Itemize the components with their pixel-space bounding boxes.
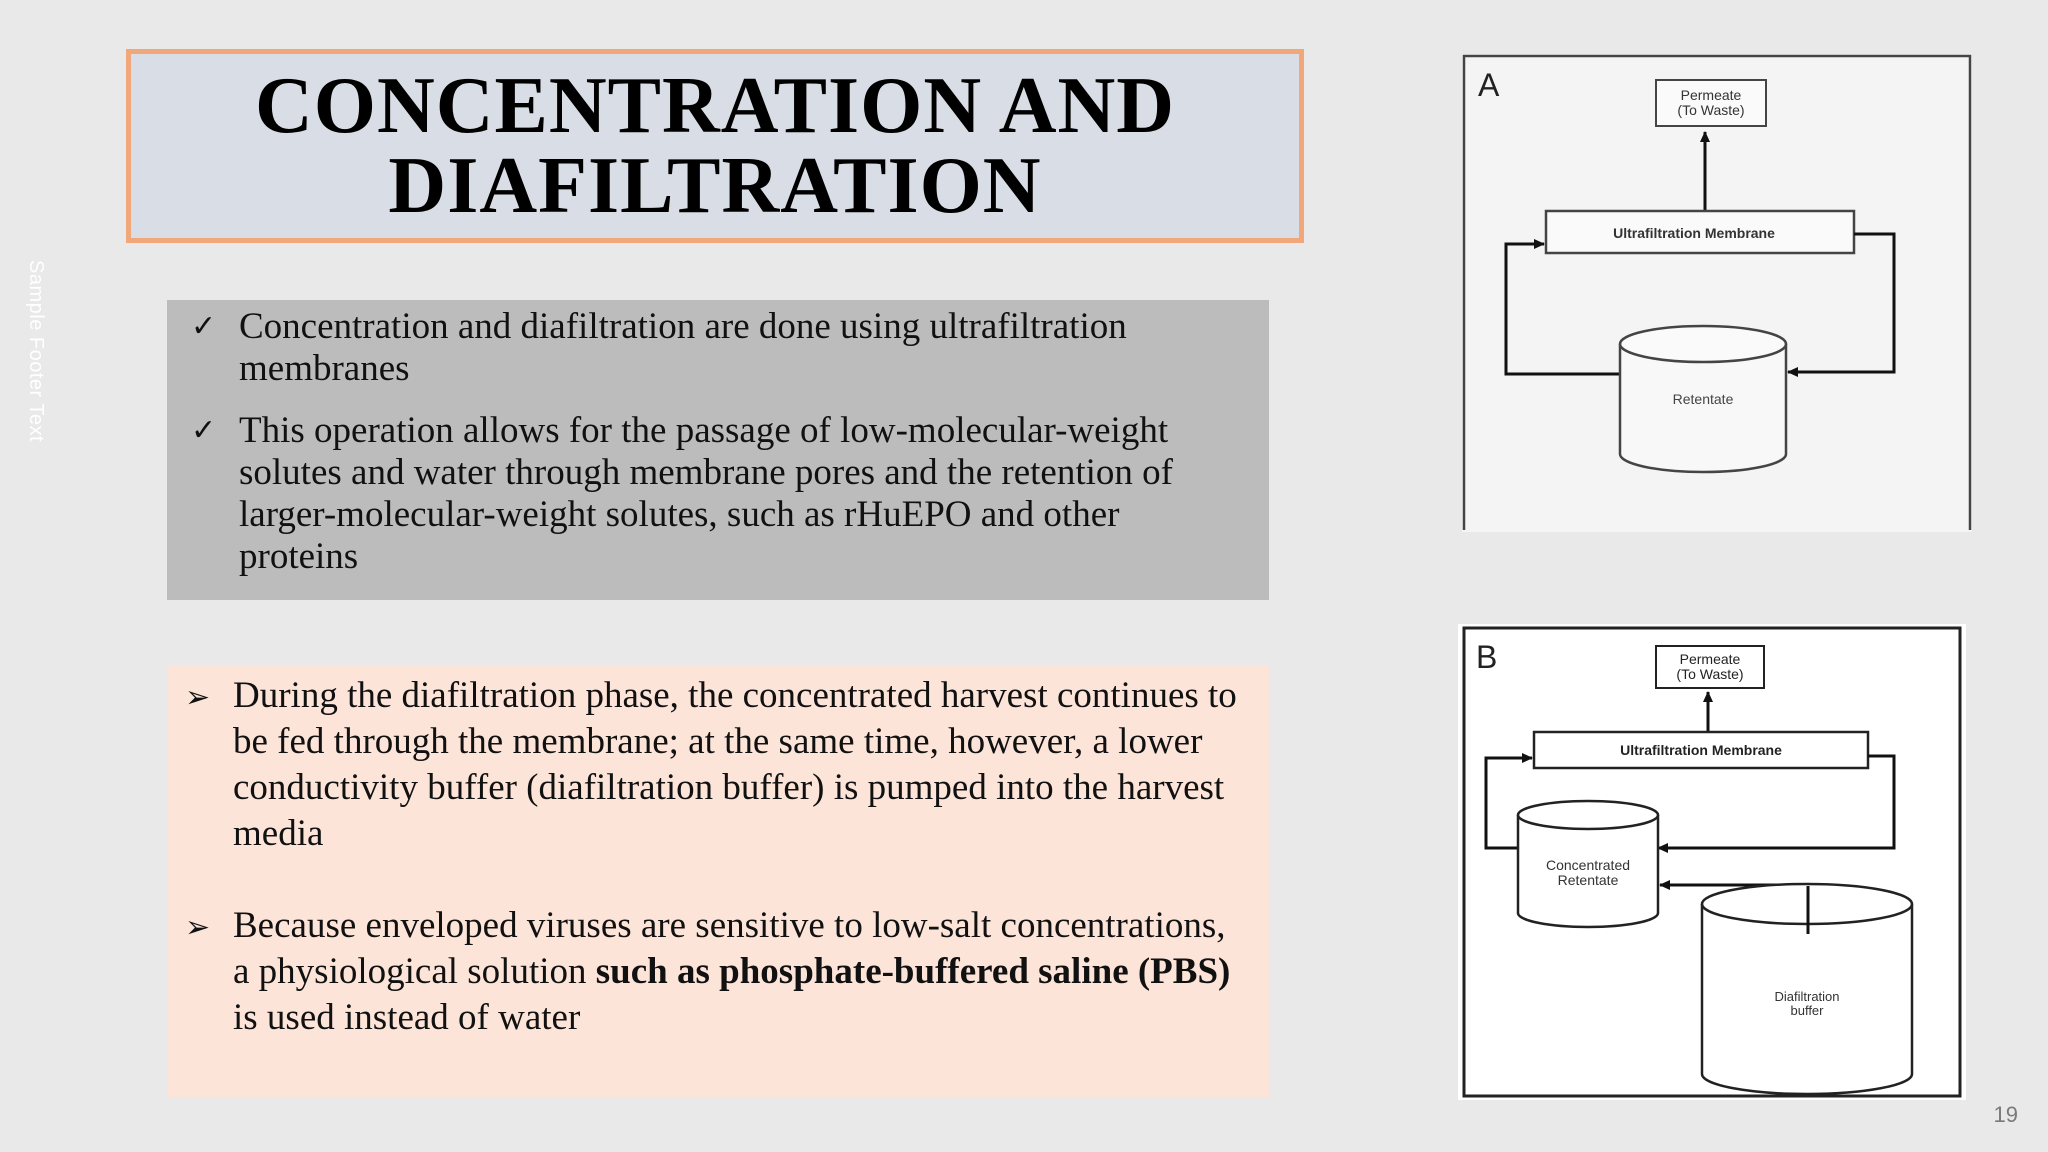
title-box <box>126 49 1304 243</box>
return-arrow <box>1506 244 1620 374</box>
membrane-label: Ultrafiltration Membrane <box>1613 225 1775 241</box>
permeate-label: Permeate <box>1679 651 1741 667</box>
arrow-bullet-icon: ➢ <box>185 910 211 945</box>
arrow-bullet-icon: ➢ <box>185 680 211 715</box>
summary-box <box>167 300 1269 600</box>
permeate-label: (To Waste) <box>1676 666 1744 682</box>
checkmark-icon: ✓ <box>191 413 217 448</box>
diagram-a-panel <box>1462 54 1972 532</box>
buffer-label: Diafiltration <box>1774 989 1840 1004</box>
retentate-label: Concentrated <box>1545 857 1631 873</box>
diagram-a-label: A <box>1478 67 1500 103</box>
feed-arrow <box>1788 234 1894 372</box>
diagram-b-label: B <box>1476 639 1498 675</box>
detail-box <box>167 665 1269 1097</box>
bullet-text: Concentration and diafiltration are done using ultrafiltration membranes <box>239 306 1127 389</box>
list-item <box>191 306 1239 390</box>
footer-text: Sample Footer Text <box>25 260 47 443</box>
bullet-text: This operation allows for the passage of low-molecular-weight solutes and water through membrane pores and the retention of larger-molecular-weight solutes, such as rHuEPO and other proteins <box>239 410 1173 577</box>
diagram-b-panel <box>1458 624 1966 1100</box>
checkmark-icon: ✓ <box>191 309 217 344</box>
bullet-text-bold: such as phosphate-buffered saline (PBS) <box>595 951 1231 992</box>
title-line-1: CONCENTRATION AND <box>254 62 1176 150</box>
bullet-text-part: Because enveloped viruses are sensitive to low-salt concentrations, a physiological solution <box>233 905 1226 992</box>
bullet-text: During the diafiltration phase, the concentrated harvest continues to be fed through the membrane; at the same time, however, a lower conductivity buffer (diafiltration buffer) is pumped into the harvest media <box>233 675 1237 854</box>
diagram-b <box>1458 624 1966 1100</box>
retentate-label: Retentate <box>1672 391 1734 407</box>
buffer-label: buffer <box>1790 1003 1824 1018</box>
diagram-a <box>1462 54 1972 532</box>
membrane-label: Ultrafiltration Membrane <box>1620 742 1782 758</box>
list-item <box>185 903 1239 1041</box>
retentate-label: Retentate <box>1557 872 1619 888</box>
retentate-tank-top <box>1620 326 1786 362</box>
bullet-text <box>233 903 1239 1041</box>
permeate-label: Permeate <box>1680 87 1742 103</box>
permeate-label: (To Waste) <box>1677 102 1745 118</box>
page-number: 19 <box>1993 1102 2018 1127</box>
list-item <box>185 673 1239 857</box>
title-line-2: DIAFILTRATION <box>388 142 1042 230</box>
concentrated-retentate-tank-top <box>1518 801 1658 829</box>
bullet-text-part: is used instead of water <box>233 997 581 1038</box>
list-item <box>191 410 1239 578</box>
